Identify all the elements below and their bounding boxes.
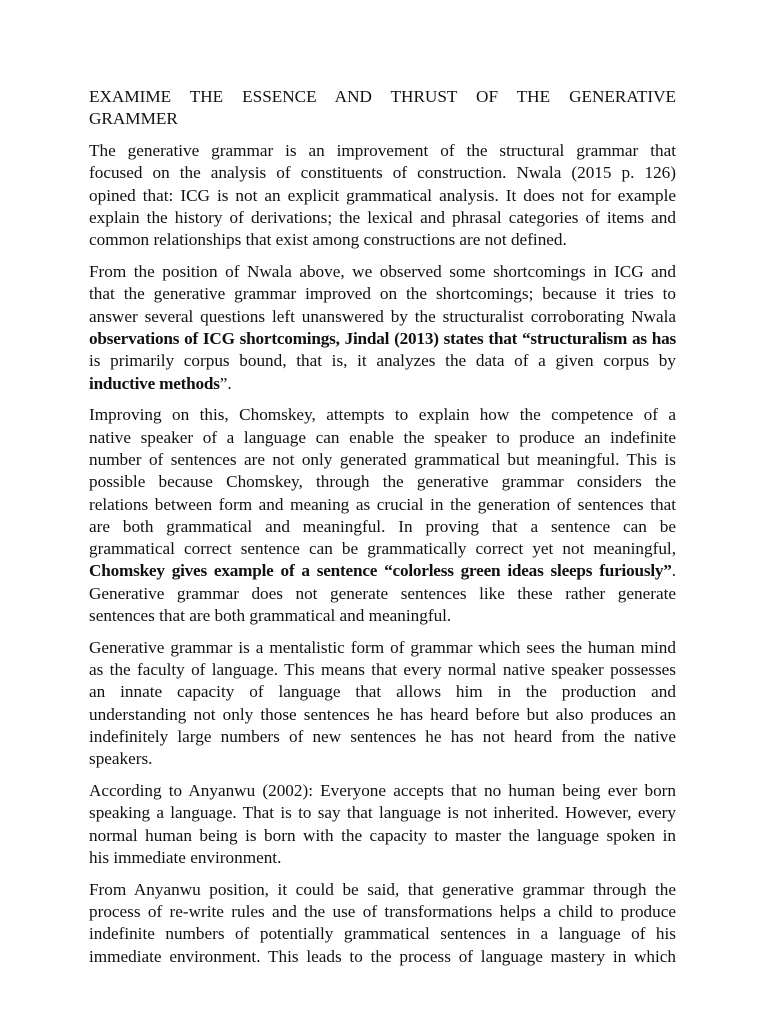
- text-line: [89, 726, 676, 748]
- text-run: possible because Chomskey, through the generative grammar considers the: [89, 472, 676, 492]
- text-line: [89, 825, 676, 847]
- text-run: process of re-write rules and the use of transformations helps a child to produce: [89, 902, 676, 922]
- text-run: indefinitely large numbers of new sentences he has not heard from the native: [89, 727, 676, 747]
- text-run: an innate capacity of language that allows him in the production and: [89, 682, 676, 702]
- text-run: his immediate environment.: [89, 848, 282, 867]
- text-run: that the generative grammar improved on the shortcomings; because it tries to: [89, 284, 676, 304]
- text-run: number of sentences are not only generated grammatical but meaningful. This is: [89, 449, 676, 469]
- text-line: [89, 350, 676, 372]
- document-body: [89, 140, 676, 968]
- paragraph: [89, 637, 676, 771]
- emphasized-text: inductive methods: [89, 373, 220, 393]
- emphasized-text: Chomskey gives example of a sentence “colorless green ideas sleeps furiously”: [89, 561, 672, 581]
- text-line: [89, 471, 676, 493]
- text-run: immediate environment. This leads to the process of language mastery in which: [89, 946, 676, 966]
- text-line: [89, 946, 676, 968]
- text-run: is primarily corpus bound, that is, it analyzes the data of a given corpus by: [89, 351, 676, 371]
- text-run: speaking a language. That is to say that language is not inherited. However, every: [89, 803, 676, 823]
- text-line: [89, 605, 676, 627]
- text-run: answer several questions left unanswered by the structuralist corroborating Nwala: [89, 306, 676, 326]
- text-line: [89, 229, 676, 251]
- text-line: [89, 328, 676, 350]
- text-run: are both grammatical and meaningful. In proving that a sentence can be: [89, 516, 676, 536]
- text-run: From Anyanwu position, it could be said, that generative grammar through the: [89, 879, 676, 899]
- text-line: [89, 538, 676, 560]
- title-line: EXAMIME THE ESSENCE AND THRUST OF THE GENERATIVE: [89, 87, 676, 106]
- document-page: [89, 86, 676, 977]
- document-title: [89, 86, 676, 131]
- text-line: [89, 681, 676, 703]
- text-line: [89, 560, 676, 582]
- text-run: Generative grammar does not generate sentences like these rather generate: [89, 583, 676, 603]
- text-line: [89, 802, 676, 824]
- text-line: [89, 373, 676, 395]
- text-run: From the position of Nwala above, we observed some shortcomings in ICG and: [89, 262, 676, 282]
- text-line: [89, 637, 676, 659]
- text-line: [89, 306, 676, 328]
- text-run: sentences that are both grammatical and meaningful.: [89, 606, 452, 626]
- text-line: [89, 704, 676, 726]
- paragraph: [89, 879, 676, 968]
- text-line: [89, 261, 676, 283]
- text-line: [89, 923, 676, 945]
- title-line: GRAMMER: [89, 109, 178, 129]
- text-run: explain the history of derivations; the lexical and phrasal categories of items and: [89, 207, 676, 227]
- text-line: [89, 748, 676, 770]
- text-line: [89, 404, 676, 426]
- text-run: ”.: [219, 373, 232, 393]
- text-run: native speaker of a language can enable the speaker to produce an indefinite: [89, 427, 676, 447]
- text-line: [89, 162, 676, 184]
- text-run: speakers.: [89, 749, 153, 769]
- text-line: [89, 583, 676, 605]
- text-run: as the faculty of language. This means that every normal native speaker possesses: [89, 660, 676, 680]
- text-run: grammatical correct sentence can be grammatically correct yet not meaningful,: [89, 539, 676, 559]
- text-line: [89, 780, 676, 802]
- text-run: relations between form and meaning as crucial in the generation of sentences that: [89, 494, 676, 514]
- text-run: According to Anyanwu (2002): Everyone accepts that no human being ever born: [89, 781, 676, 801]
- text-line: [89, 879, 676, 901]
- text-run: common relationships that exist among constructions are not defined.: [89, 230, 567, 250]
- text-run: indefinite numbers of potentially grammatical sentences in a language of his: [89, 924, 676, 944]
- text-run: normal human being is born with the capacity to master the language spoken in: [89, 825, 676, 845]
- text-run: The generative grammar is an improvement of the structural grammar that: [89, 141, 676, 161]
- text-line: [89, 516, 676, 538]
- text-run: understanding not only those sentences he has heard before but also produces an: [89, 704, 676, 724]
- text-line: [89, 283, 676, 305]
- text-run: opined that: ICG is not an explicit grammatical analysis. It does not for example: [89, 185, 676, 205]
- text-run: Improving on this, Chomskey, attempts to explain how the competence of a: [89, 405, 676, 425]
- text-run: .: [671, 561, 676, 581]
- emphasized-text: observations of ICG shortcomings, Jindal (2013) states that “structuralism as has: [89, 328, 676, 348]
- text-line: [89, 140, 676, 162]
- paragraph: [89, 780, 676, 869]
- text-line: [89, 449, 676, 471]
- text-line: [89, 901, 676, 923]
- text-line: [89, 659, 676, 681]
- text-line: [89, 847, 676, 869]
- text-run: focused on the analysis of constituents of construction. Nwala (2015 p. 126): [89, 163, 676, 183]
- text-line: [89, 427, 676, 449]
- text-run: Generative grammar is a mentalistic form of grammar which sees the human mind: [89, 637, 676, 657]
- paragraph: [89, 404, 676, 627]
- paragraph: [89, 140, 676, 251]
- text-line: [89, 185, 676, 207]
- text-line: [89, 494, 676, 516]
- paragraph: [89, 261, 676, 395]
- text-line: [89, 207, 676, 229]
